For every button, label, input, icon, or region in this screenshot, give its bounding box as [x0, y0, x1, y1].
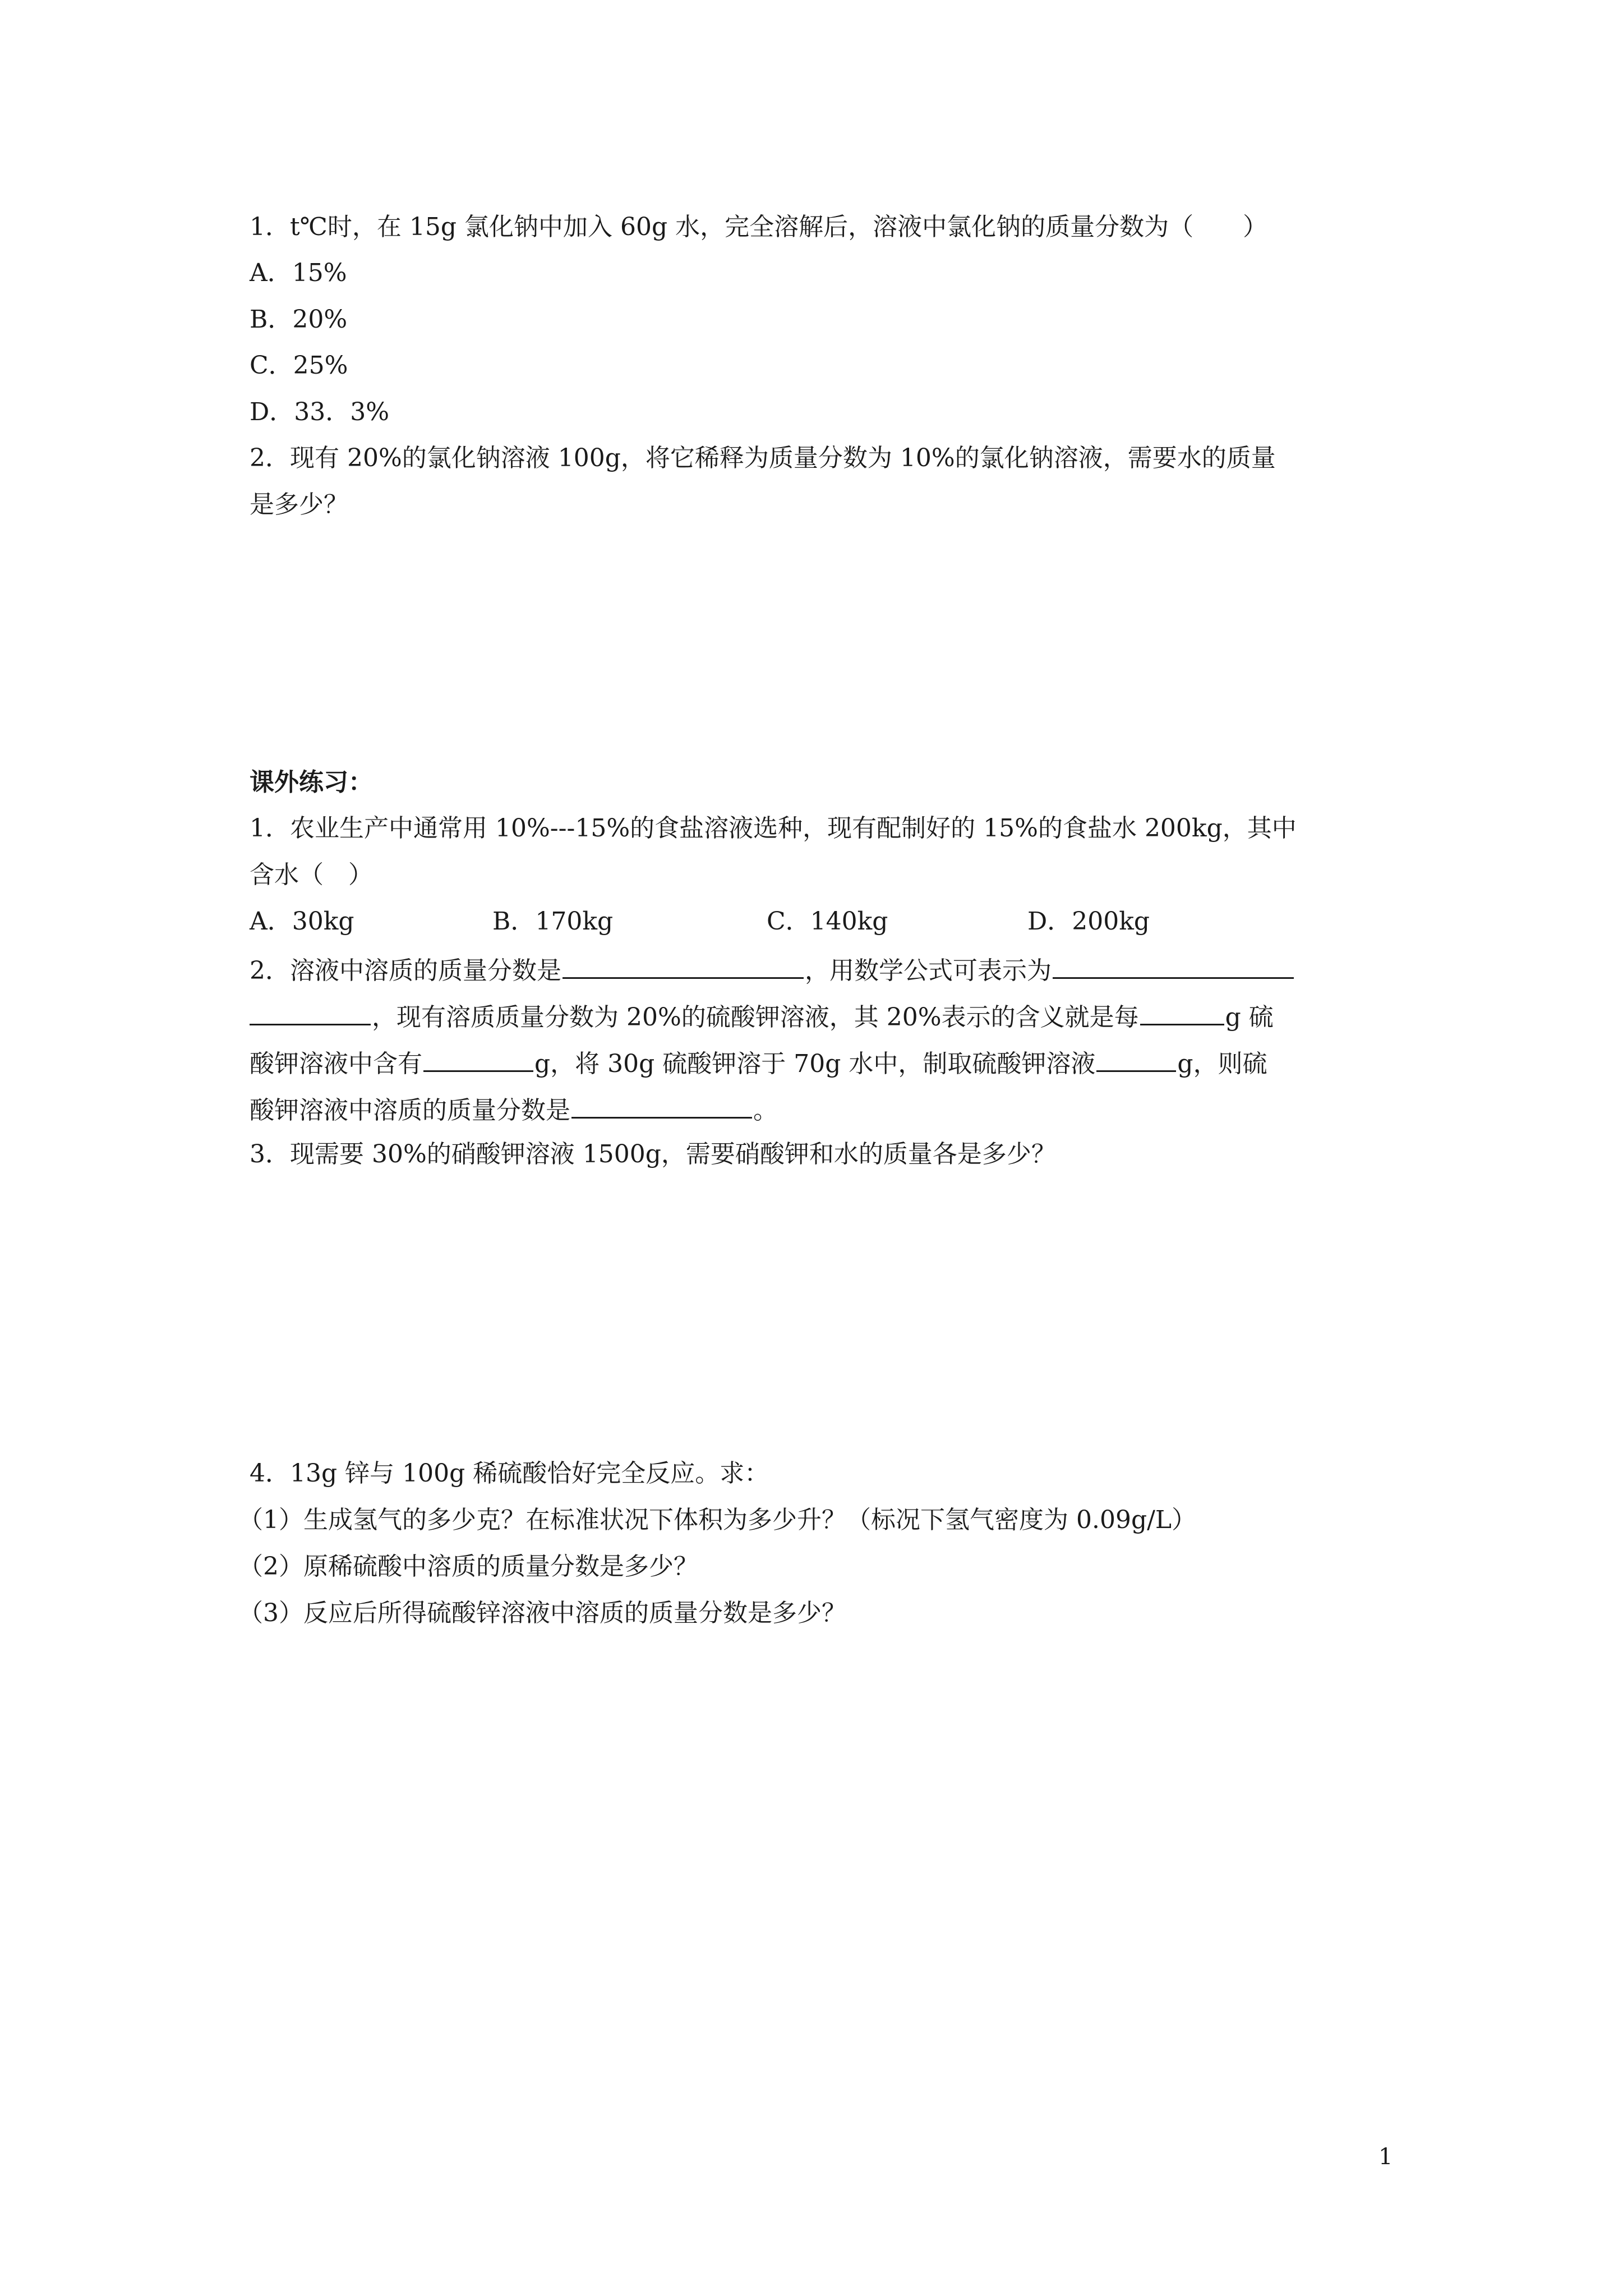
q2-line2: 是多少？	[250, 490, 348, 519]
ex2-text-f: g，将 30g 硫酸钾溶于 70g 水中，制取硫酸钾溶液	[534, 1050, 1096, 1078]
q1-option-b: B．20%	[250, 305, 348, 334]
section-heading: 课外练习：	[250, 768, 373, 797]
ex2-text-e: 酸钾溶液中含有	[250, 1050, 422, 1078]
ex2-line2	[250, 998, 1274, 1034]
ex2-text-g: g，则硫	[1177, 1050, 1267, 1078]
blank-solution-mass[interactable]	[1140, 998, 1224, 1025]
ex3-line: 3．现需要 30%的硝酸钾溶液 1500g，需要硝酸钾和水的质量各是多少？	[250, 1140, 1056, 1168]
ex1-option-a: A．30kg	[250, 907, 354, 936]
ex2-text-h: 酸钾溶液中溶质的质量分数是	[250, 1096, 570, 1125]
ex2-line4	[250, 1091, 778, 1128]
ex2-text-i: 。	[753, 1096, 778, 1125]
ex2-text-b: ，用数学公式可表示为	[805, 956, 1052, 985]
page-number: 1	[1378, 2144, 1393, 2170]
ex1-option-d: D．200kg	[1027, 907, 1150, 936]
ex2-text-a: 2．溶液中溶质的质量分数是	[250, 956, 561, 985]
ex1-option-c: C．140kg	[767, 907, 888, 936]
q1-stem: 1．t℃时，在 15g 氯化钠中加入 60g 水，完全溶解后，溶液中氯化钠的质量分数为（ ）	[250, 213, 1268, 241]
blank-formula-part1[interactable]	[1053, 951, 1294, 979]
ex2-text-d: g 硫	[1225, 1003, 1274, 1032]
ex1-option-b: B．170kg	[492, 907, 614, 936]
q2-line1: 2．现有 20%的氯化钠溶液 100g，将它稀释为质量分数为 10%的氯化钠溶液，需要水的质量	[250, 444, 1276, 472]
ex1-line1: 1．农业生产中通常用 10%---15%的食盐溶液选种，现有配制好的 15%的食盐水 200kg，其中	[250, 814, 1297, 843]
q1-option-d: D．33．3%	[250, 398, 390, 426]
ex4-sub1: （1）生成氢气的多少克？在标准状况下体积为多少升？（标况下氢气密度为 0.09g/L）	[238, 1506, 1197, 1534]
ex2-text-c: ，现有溶质质量分数为 20%的硫酸钾溶液，其 20%表示的含义就是每	[372, 1003, 1139, 1032]
blank-solute-mass[interactable]	[423, 1045, 533, 1072]
ex1-line2: 含水（ ）	[250, 861, 373, 889]
q1-option-a: A．15%	[250, 259, 347, 287]
ex2-line1	[250, 951, 1295, 988]
ex2-line3	[250, 1045, 1267, 1081]
ex4-stem: 4．13g 锌与 100g 稀硫酸恰好完全反应。求：	[250, 1459, 769, 1488]
ex4-sub2: （2）原稀硫酸中溶质的质量分数是多少？	[238, 1552, 698, 1581]
q1-option-c: C．25%	[250, 351, 348, 380]
blank-mass-fraction-definition[interactable]	[562, 951, 804, 979]
ex4-sub3: （3）反应后所得硫酸锌溶液中溶质的质量分数是多少？	[238, 1599, 846, 1627]
blank-result-fraction[interactable]	[571, 1091, 752, 1119]
blank-made-solution-mass[interactable]	[1096, 1045, 1176, 1072]
blank-formula-part2[interactable]	[250, 998, 371, 1025]
